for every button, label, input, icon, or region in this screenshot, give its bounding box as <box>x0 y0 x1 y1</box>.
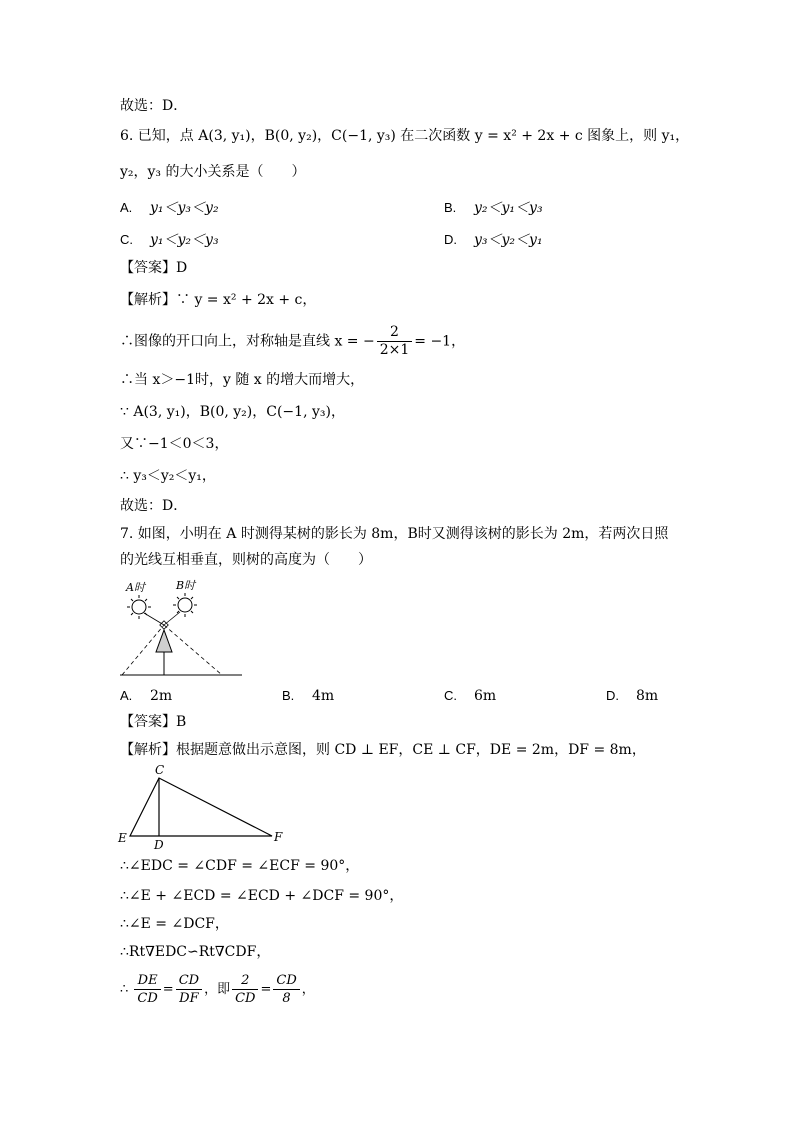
q6-option-a[interactable] <box>120 198 219 218</box>
label-b-time: B时 <box>176 579 196 592</box>
q7-analysis-4: ∴∠E = ∠DCF， <box>120 916 229 932</box>
q6-analysis-2 <box>120 324 465 359</box>
fraction-numerator: 2 <box>232 972 258 990</box>
question-6-stem-cont: y₂，y₃ 的大小关系是（ ） <box>120 164 306 180</box>
q7-answer: 【答案】B <box>120 714 187 730</box>
fraction-numerator: CD <box>273 972 299 990</box>
triangle-figure <box>112 762 292 852</box>
fraction-denominator: DF <box>179 991 199 1006</box>
triangle-ecf <box>130 778 272 836</box>
fraction-numerator: 2 <box>377 324 413 342</box>
question-7-stem: 7. 如图，小明在 A 时测得某树的影长为 8m，B时又测得该树的影长为 2m，若两次日照 <box>120 526 669 542</box>
q7-analysis-5: ∴Rt∇EDC∽Rt∇CDF， <box>120 944 271 960</box>
text-part: ， <box>301 982 315 997</box>
option-label: B. <box>444 200 457 215</box>
fraction-denominator: CD <box>137 991 158 1006</box>
fraction <box>176 972 202 1007</box>
sun-b-icon <box>173 593 197 617</box>
point-d-label: D <box>154 838 164 852</box>
text-part: ，即 <box>204 982 231 997</box>
point-c-label: C <box>155 763 165 777</box>
fraction-denominator: 8 <box>282 991 291 1006</box>
fraction <box>273 972 299 1007</box>
question-7-stem-cont: 的光线互相垂直，则树的高度为（ ） <box>120 552 372 568</box>
option-text: y₂＜y₁＜y₃ <box>474 200 543 216</box>
fraction-numerator: CD <box>176 972 202 990</box>
q6-analysis-5: 又∵−1＜0＜3， <box>120 436 229 452</box>
option-text: 2m <box>150 688 173 704</box>
q6-analysis-6: ∴ y₃＜y₂＜y₁， <box>120 468 216 484</box>
text-part: ∴ <box>120 982 129 997</box>
option-text: 6m <box>474 688 497 704</box>
q7-option-b[interactable] <box>282 686 334 706</box>
option-label: A. <box>120 200 133 215</box>
q7-analysis-2: ∴∠EDC = ∠CDF = ∠ECF = 90°， <box>120 858 360 874</box>
q6-analysis-7: 故选：D． <box>120 498 188 514</box>
option-label: C. <box>444 688 457 703</box>
equals: = <box>260 982 272 997</box>
q7-option-c[interactable] <box>444 686 496 706</box>
option-text: y₁＜y₂＜y₃ <box>150 232 219 248</box>
option-label: B. <box>282 688 295 703</box>
question-6-stem: 6. 已知，点 A(3, y₁)，B(0, y₂)，C(−1, y₃) 在二次函数 y = x² + 2x + c 图象上，则 y₁， <box>120 128 690 144</box>
text-part: ∴图像的开口向上，对称轴是直线 x = − <box>120 333 375 350</box>
fraction-numerator: DE <box>134 972 160 990</box>
q6-option-d[interactable] <box>444 230 543 250</box>
point-f-label: F <box>274 830 283 844</box>
option-text: 8m <box>636 688 659 704</box>
option-label: D. <box>606 688 619 703</box>
line-1: 故选：D． <box>120 98 188 114</box>
option-text: 4m <box>312 688 335 704</box>
fraction-denominator: CD <box>235 991 256 1006</box>
q7-option-a[interactable] <box>120 686 172 706</box>
option-label: A. <box>120 688 133 703</box>
option-text: y₃＜y₂＜y₁ <box>474 232 543 248</box>
option-text: y₁＜y₃＜y₂ <box>150 200 219 216</box>
tree-shape <box>156 630 172 652</box>
equals: = <box>162 982 174 997</box>
point-e-label: E <box>118 831 127 845</box>
label-a-time: A时 <box>126 581 145 594</box>
option-label: D. <box>444 232 457 247</box>
q6-analysis-4: ∵ A(3, y₁)，B(0, y₂)，C(−1, y₃)， <box>120 404 345 420</box>
fraction <box>232 972 258 1007</box>
light-ray-b <box>164 625 222 675</box>
q7-analysis-1: 【解析】根据题意做出示意图，则 CD ⊥ EF，CE ⊥ CF，DE = 2m，DF = 8m， <box>120 742 646 758</box>
q6-option-c[interactable] <box>120 230 219 250</box>
fraction-denominator: 2×1 <box>379 342 410 358</box>
fraction <box>377 324 413 359</box>
q7-analysis-3: ∴∠E + ∠ECD = ∠ECD + ∠DCF = 90°， <box>120 888 404 904</box>
q6-answer: 【答案】D <box>120 260 188 276</box>
q6-analysis-1: 【解析】∵ y = x² + 2x + c， <box>120 292 317 308</box>
q6-analysis-3: ∴当 x＞−1时，y 随 x 的增大而增大， <box>120 372 365 388</box>
q7-analysis-6 <box>120 972 315 1007</box>
fraction <box>134 972 160 1007</box>
option-label: C. <box>120 232 133 247</box>
tree-shadow-figure <box>116 574 246 680</box>
q7-option-d[interactable] <box>606 686 658 706</box>
q6-option-b[interactable] <box>444 198 543 218</box>
text-part: = −1， <box>414 333 466 350</box>
